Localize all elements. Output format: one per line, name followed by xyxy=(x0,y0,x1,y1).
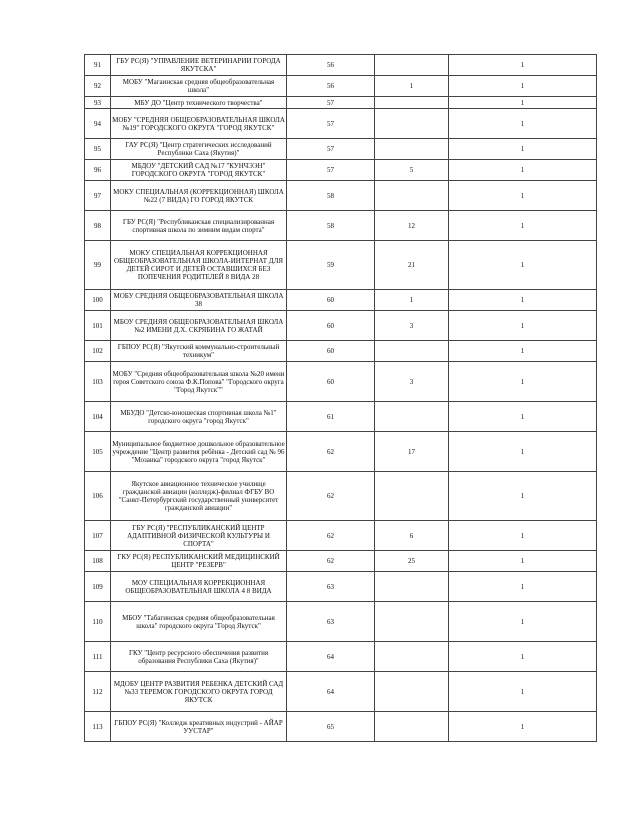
organization-name-cell: ГБПОУ РС(Я) "Колледж креативных индустрий - АЙАР УУСТАР" xyxy=(111,712,287,742)
value-1-cell: 60 xyxy=(287,362,375,402)
organization-name-cell: МБОУ СРЕДНЯЯ ОБЩЕОБРАЗОВАТЕЛЬНАЯ ШКОЛА №2 ИМЕНИ Д.Х. СКРЯБИНА ГО ЖАТАЙ xyxy=(111,311,287,341)
table-row xyxy=(85,211,597,241)
organization-name-cell: МОУ СПЕЦИАЛЬНАЯ КОРРЕКЦИОННАЯ ОБЩЕОБРАЗОВАТЕЛЬНАЯ ШКОЛА 4 8 ВИДА xyxy=(111,572,287,602)
table-row xyxy=(85,55,597,76)
value-1-cell: 60 xyxy=(287,311,375,341)
organization-name-cell: МОБУ СРЕДНЯЯ ОБЩЕОБРАЗОВАТЕЛЬНАЯ ШКОЛА 38 xyxy=(111,290,287,311)
value-2-cell xyxy=(375,55,449,76)
value-1-cell: 62 xyxy=(287,432,375,472)
organization-name-cell: ГБУ РС(Я) "УПРАВЛЕНИЕ ВЕТЕРИНАРИИ ГОРОДА ЯКУТСКА" xyxy=(111,55,287,76)
value-2-cell xyxy=(375,139,449,160)
value-1-cell: 64 xyxy=(287,672,375,712)
value-2-cell: 21 xyxy=(375,241,449,290)
value-1-cell: 60 xyxy=(287,341,375,362)
value-2-cell: 6 xyxy=(375,521,449,551)
value-3-cell: 1 xyxy=(449,76,597,97)
organization-name-cell: МДОБУ ЦЕНТР РАЗВИТИЯ РЕБЕНКА ДЕТСКИЙ САД №33 ТЕРЕМОК ГОРОДСКОГО ОКРУГА ГОРОД ЯКУТСК xyxy=(111,672,287,712)
organization-name-cell: МБДОУ "ДЕТСКИЙ САД №17 "КУНЧЭЭН" ГОРОДСКОГО ОКРУГА "ГОРОД ЯКУТСК" xyxy=(111,160,287,181)
row-number-cell: 110 xyxy=(85,602,111,642)
value-2-cell xyxy=(375,712,449,742)
value-2-cell: 1 xyxy=(375,76,449,97)
value-3-cell: 1 xyxy=(449,341,597,362)
value-3-cell: 1 xyxy=(449,181,597,211)
value-2-cell: 1 xyxy=(375,290,449,311)
table-row xyxy=(85,109,597,139)
row-number-cell: 93 xyxy=(85,97,111,109)
organization-name-cell: МОКУ СПЕЦИАЛЬНАЯ КОРРЕКЦИОННАЯ ОБЩЕОБРАЗОВАТЕЛЬНАЯ ШКОЛА-ИНТЕРНАТ ДЛЯ ДЕТЕЙ СИРОТ И ДЕТЕЙ ОСТАВШИХСЯ БЕЗ ПОПЕЧЕНИЯ РОДИТЕЛЕЙ 8 ВИДА 28 xyxy=(111,241,287,290)
value-1-cell: 56 xyxy=(287,76,375,97)
row-number-cell: 98 xyxy=(85,211,111,241)
table-row xyxy=(85,432,597,472)
value-3-cell: 1 xyxy=(449,521,597,551)
value-3-cell: 1 xyxy=(449,97,597,109)
row-number-cell: 94 xyxy=(85,109,111,139)
table-row xyxy=(85,341,597,362)
value-2-cell xyxy=(375,572,449,602)
value-1-cell: 57 xyxy=(287,139,375,160)
value-3-cell: 1 xyxy=(449,55,597,76)
value-2-cell: 25 xyxy=(375,551,449,572)
value-3-cell: 1 xyxy=(449,311,597,341)
value-3-cell: 1 xyxy=(449,572,597,602)
value-2-cell: 3 xyxy=(375,362,449,402)
value-2-cell xyxy=(375,402,449,432)
table-row xyxy=(85,712,597,742)
value-3-cell: 1 xyxy=(449,362,597,402)
value-1-cell: 58 xyxy=(287,181,375,211)
organization-name-cell: ГБПОУ РС(Я) "Якутский коммунально-строительный техникум" xyxy=(111,341,287,362)
row-number-cell: 106 xyxy=(85,472,111,521)
value-2-cell: 12 xyxy=(375,211,449,241)
organization-name-cell: Якутское авиационное техническое училище гражданской авиации (колледж)-филиал ФГБУ ВО "Санкт-Петербургский государственный университет гражданской авиации" xyxy=(111,472,287,521)
row-number-cell: 97 xyxy=(85,181,111,211)
organization-name-cell: МБОУ "Табагинская средняя общеобразовательная школа" городского округа "Город Якутск" xyxy=(111,602,287,642)
table-row xyxy=(85,521,597,551)
value-3-cell: 1 xyxy=(449,602,597,642)
value-1-cell: 65 xyxy=(287,712,375,742)
value-3-cell: 1 xyxy=(449,712,597,742)
organization-name-cell: МБУ ДО "Центр технического творчества" xyxy=(111,97,287,109)
row-number-cell: 101 xyxy=(85,311,111,341)
table-row xyxy=(85,181,597,211)
table-row xyxy=(85,97,597,109)
value-1-cell: 63 xyxy=(287,602,375,642)
table-row xyxy=(85,241,597,290)
row-number-cell: 111 xyxy=(85,642,111,672)
value-2-cell xyxy=(375,672,449,712)
value-3-cell: 1 xyxy=(449,551,597,572)
value-1-cell: 62 xyxy=(287,551,375,572)
organization-name-cell: МБУДО "Детско-юношеская спортивная школа №1" городского округа "город Якутск" xyxy=(111,402,287,432)
organization-name-cell: ГБУ РС(Я) "Республиканская специализированная спортивная школа по зимним видам спорта" xyxy=(111,211,287,241)
value-1-cell: 58 xyxy=(287,211,375,241)
row-number-cell: 99 xyxy=(85,241,111,290)
row-number-cell: 112 xyxy=(85,672,111,712)
row-number-cell: 102 xyxy=(85,341,111,362)
row-number-cell: 92 xyxy=(85,76,111,97)
table-row xyxy=(85,472,597,521)
value-3-cell: 1 xyxy=(449,642,597,672)
organization-name-cell: МОБУ "СРЕДНЯЯ ОБЩЕОБРАЗОВАТЕЛЬНАЯ ШКОЛА №19" ГОРОДСКОГО ОКРУГА "ГОРОД ЯКУТСК" xyxy=(111,109,287,139)
value-2-cell: 3 xyxy=(375,311,449,341)
row-number-cell: 109 xyxy=(85,572,111,602)
value-2-cell xyxy=(375,642,449,672)
table-row xyxy=(85,139,597,160)
value-3-cell: 1 xyxy=(449,139,597,160)
table-row xyxy=(85,76,597,97)
value-1-cell: 64 xyxy=(287,642,375,672)
row-number-cell: 100 xyxy=(85,290,111,311)
value-1-cell: 60 xyxy=(287,290,375,311)
value-1-cell: 57 xyxy=(287,109,375,139)
value-3-cell: 1 xyxy=(449,290,597,311)
table-row xyxy=(85,551,597,572)
table-row xyxy=(85,602,597,642)
value-2-cell: 5 xyxy=(375,160,449,181)
organization-name-cell: ГАУ РС(Я) "Центр стратегических исследований Республики Саха (Якутия)" xyxy=(111,139,287,160)
table-row xyxy=(85,311,597,341)
organization-name-cell: МОБУ "Средняя общеобразовательная школа №20 имени героя Советского союза Ф.К.Попова" "Городского округа "Город Якутск"" xyxy=(111,362,287,402)
table-row xyxy=(85,160,597,181)
value-1-cell: 62 xyxy=(287,472,375,521)
organization-name-cell: МОБУ "Магаинская средняя общеобразовательная школа" xyxy=(111,76,287,97)
value-3-cell: 1 xyxy=(449,109,597,139)
organization-name-cell: Муниципальное бюджетное дошкольное образовательное учреждение "Центр развития ребёнка - Детский сад № 96 "Мозаика" городского округа "город Якутск" xyxy=(111,432,287,472)
row-number-cell: 104 xyxy=(85,402,111,432)
row-number-cell: 96 xyxy=(85,160,111,181)
table-row xyxy=(85,572,597,602)
table-row xyxy=(85,362,597,402)
table-row xyxy=(85,672,597,712)
row-number-cell: 113 xyxy=(85,712,111,742)
row-number-cell: 95 xyxy=(85,139,111,160)
organization-name-cell: ГКУ РС(Я) РЕСПУБЛИКАНСКИЙ МЕДИЦИНСКИЙ ЦЕНТР "РЕЗЕРВ" xyxy=(111,551,287,572)
value-1-cell: 57 xyxy=(287,160,375,181)
value-3-cell: 1 xyxy=(449,432,597,472)
value-2-cell xyxy=(375,181,449,211)
value-1-cell: 62 xyxy=(287,521,375,551)
value-1-cell: 57 xyxy=(287,97,375,109)
value-2-cell xyxy=(375,97,449,109)
organization-name-cell: ГБУ РС(Я) "РЕСПУБЛИКАНСКИЙ ЦЕНТР АДАПТИВНОЙ ФИЗИЧЕСКОЙ КУЛЬТУРЫ И СПОРТА" xyxy=(111,521,287,551)
value-1-cell: 61 xyxy=(287,402,375,432)
value-1-cell: 56 xyxy=(287,55,375,76)
value-3-cell: 1 xyxy=(449,160,597,181)
value-2-cell xyxy=(375,602,449,642)
table-row xyxy=(85,290,597,311)
value-1-cell: 59 xyxy=(287,241,375,290)
value-3-cell: 1 xyxy=(449,472,597,521)
value-3-cell: 1 xyxy=(449,211,597,241)
value-3-cell: 1 xyxy=(449,402,597,432)
value-3-cell: 1 xyxy=(449,672,597,712)
table-row xyxy=(85,642,597,672)
row-number-cell: 103 xyxy=(85,362,111,402)
row-number-cell: 108 xyxy=(85,551,111,572)
row-number-cell: 105 xyxy=(85,432,111,472)
row-number-cell: 91 xyxy=(85,55,111,76)
value-2-cell xyxy=(375,109,449,139)
value-2-cell xyxy=(375,341,449,362)
data-table xyxy=(84,54,597,742)
value-3-cell: 1 xyxy=(449,241,597,290)
value-1-cell: 63 xyxy=(287,572,375,602)
value-2-cell: 17 xyxy=(375,432,449,472)
table-row xyxy=(85,402,597,432)
row-number-cell: 107 xyxy=(85,521,111,551)
organization-name-cell: МОКУ СПЕЦИАЛЬНАЯ (КОРРЕКЦИОННАЯ) ШКОЛА №22 (7 ВИДА) ГО ГОРОД ЯКУТСК xyxy=(111,181,287,211)
organization-name-cell: ГКУ "Центр ресурсного обеспечения развития образования Республики Саха (Якутия)" xyxy=(111,642,287,672)
value-2-cell xyxy=(375,472,449,521)
table-body xyxy=(85,55,597,742)
